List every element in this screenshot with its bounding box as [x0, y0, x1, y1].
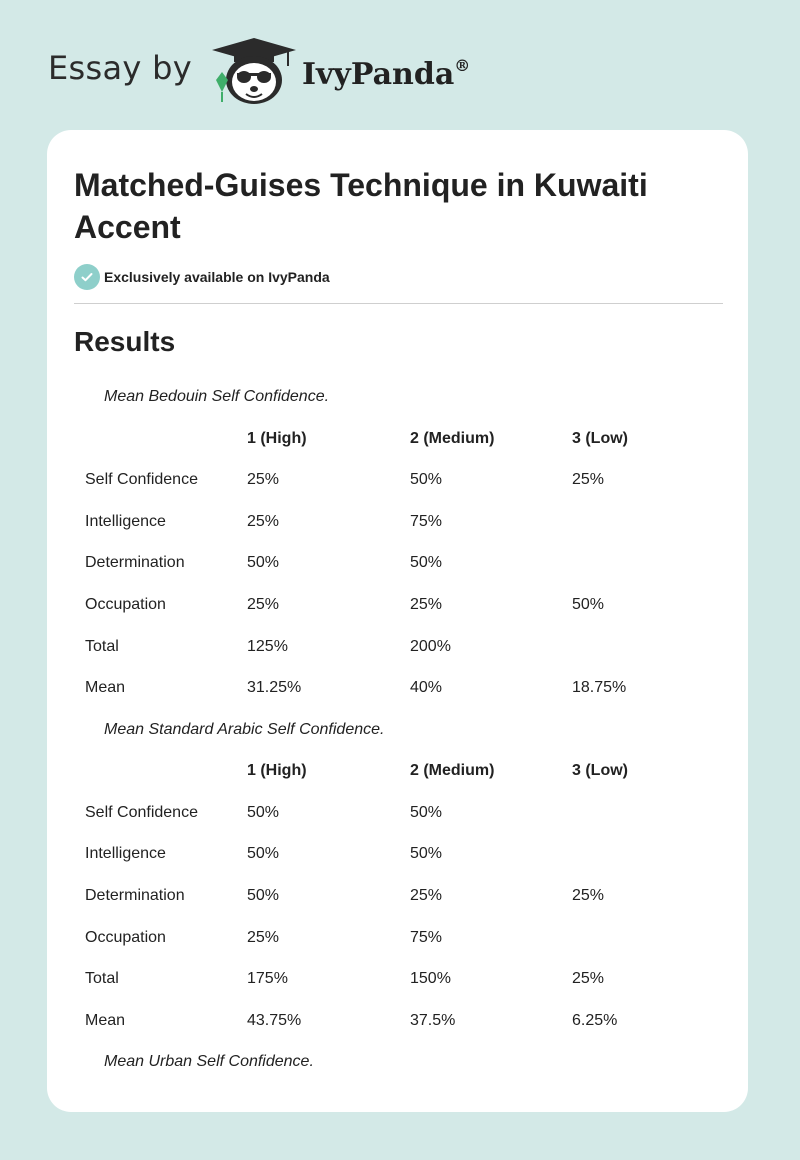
table-cell: 50%	[247, 845, 280, 862]
table-row	[47, 638, 748, 662]
site-header	[48, 36, 470, 108]
table-row	[47, 554, 748, 578]
row-label: Self Confidence	[85, 471, 198, 488]
table-caption: Mean Urban Self Confidence.	[104, 1053, 314, 1070]
table-caption: Mean Bedouin Self Confidence.	[104, 388, 330, 405]
table-cell: 37.5%	[410, 1012, 456, 1029]
brand-name[interactable]: IvyPanda®	[301, 55, 471, 92]
table-row	[47, 929, 748, 953]
table-cell: 50%	[247, 804, 280, 821]
table-row	[47, 804, 748, 828]
check-icon	[74, 264, 100, 290]
table-cell: 25%	[572, 471, 605, 488]
row-label: Mean	[85, 679, 126, 696]
table-cell: 25%	[247, 596, 280, 613]
row-label: Intelligence	[85, 513, 166, 530]
table-header-row	[47, 762, 748, 786]
table-cell: 50%	[247, 887, 280, 904]
column-header: 2 (Medium)	[410, 430, 495, 447]
column-header: 3 (Low)	[572, 762, 628, 779]
page-title: Matched-Guises Technique in Kuwaiti Accent	[74, 167, 648, 245]
section-heading-results: Results	[74, 326, 176, 357]
column-header: 3 (Low)	[572, 430, 628, 447]
table-cell: 25%	[410, 596, 443, 613]
row-label: Self Confidence	[85, 804, 198, 821]
table-cell: 31.25%	[247, 679, 302, 696]
table-cell: 50%	[410, 845, 443, 862]
table-row	[47, 679, 748, 703]
row-label: Determination	[85, 887, 185, 904]
table-row	[47, 471, 748, 495]
table-cell: 50%	[410, 804, 443, 821]
table-cell: 43.75%	[247, 1012, 302, 1029]
table-cell: 25%	[572, 970, 605, 987]
exclusive-badge	[74, 264, 330, 290]
column-header: 1 (High)	[247, 762, 307, 779]
row-label: Occupation	[85, 929, 166, 946]
row-label: Mean	[85, 1012, 126, 1029]
table-cell: 75%	[410, 513, 443, 530]
table-cell: 25%	[572, 887, 605, 904]
row-label: Total	[85, 970, 119, 987]
row-label: Total	[85, 638, 119, 655]
table-header-row	[47, 430, 748, 454]
table-cell: 75%	[410, 929, 443, 946]
exclusive-label: Exclusively available on IvyPanda	[104, 269, 330, 285]
row-label: Occupation	[85, 596, 166, 613]
table-row	[47, 596, 748, 620]
ivypanda-logo-icon	[210, 36, 298, 108]
table-row	[47, 970, 748, 994]
row-label: Intelligence	[85, 845, 166, 862]
divider	[74, 303, 723, 304]
table-cell: 40%	[410, 679, 443, 696]
table-row	[47, 513, 748, 537]
table-cell: 6.25%	[572, 1012, 618, 1029]
table-cell: 125%	[247, 638, 288, 655]
table-cell: 50%	[247, 554, 280, 571]
table-cell: 50%	[410, 554, 443, 571]
table-cell: 50%	[572, 596, 605, 613]
essay-by-label: Essay by	[48, 49, 192, 87]
table-cell: 25%	[247, 929, 280, 946]
table-row	[47, 1012, 748, 1036]
table-row	[47, 845, 748, 869]
table-cell: 25%	[247, 471, 280, 488]
table-cell: 18.75%	[572, 679, 627, 696]
column-header: 2 (Medium)	[410, 762, 495, 779]
table-cell: 150%	[410, 970, 451, 987]
table-cell: 25%	[247, 513, 280, 530]
table-row	[47, 887, 748, 911]
row-label: Determination	[85, 554, 185, 571]
table-cell: 50%	[410, 471, 443, 488]
table-cell: 200%	[410, 638, 451, 655]
table-caption: Mean Standard Arabic Self Confidence.	[104, 721, 385, 738]
column-header: 1 (High)	[247, 430, 307, 447]
table-cell: 25%	[410, 887, 443, 904]
table-cell: 175%	[247, 970, 288, 987]
essay-card	[47, 130, 748, 1112]
